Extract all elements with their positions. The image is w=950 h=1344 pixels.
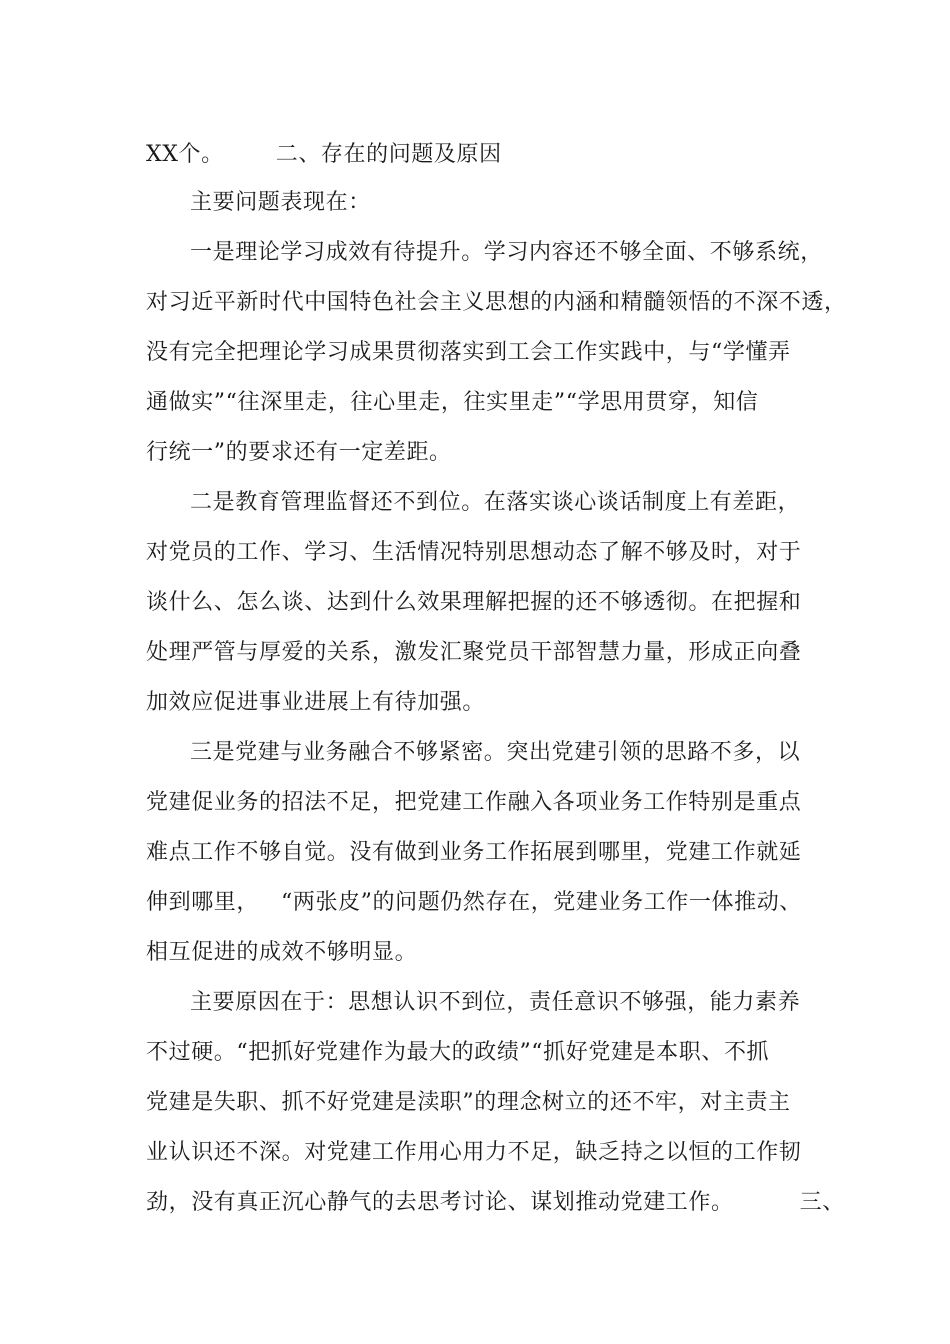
text-fragment: “两张皮”的问题仍然存在，党建业务工作一体推动、 (281, 890, 802, 915)
section-heading: 三、 (799, 1190, 845, 1215)
paragraph-line: 一是理论学习成效有待提升。学习内容还不够全面、不够系统， (190, 240, 823, 265)
paragraph-line: 通做实”“往深里走，往心里走，往实里走”“学思用贯穿，知信 (146, 390, 759, 415)
paragraph-line: 没有完全把理论学习成果贯彻落实到工会工作实践中，与“学懂弄 (146, 340, 791, 365)
paragraph-line: 行统一”的要求还有一定差距。 (146, 440, 452, 465)
paragraph-line (146, 1188, 845, 1218)
text-fragment: 劲，没有真正沉心静气的去思考讨论、谋划推动党建工作。 (146, 1190, 734, 1215)
paragraph-line: 处理严管与厚爱的关系，激发汇聚党员干部智慧力量，形成正向叠 (146, 640, 802, 665)
paragraph-line: 二是教育管理监督还不到位。在落实谈心谈话制度上有差距， (190, 490, 801, 515)
paragraph-line: 难点工作不够自觉。没有做到业务工作拓展到哪里，党建工作就延 (146, 840, 802, 865)
paragraph-line: 谈什么、怎么谈、达到什么效果理解把握的还不够透彻。在把握和 (146, 590, 802, 615)
paragraph-line: 三是党建与业务融合不够紧密。突出党建引领的思路不多，以 (190, 740, 801, 765)
paragraph-line: 对党员的工作、学习、生活情况特别思想动态了解不够及时，对于 (146, 540, 802, 565)
paragraph-line: 加效应促进事业进展上有待加强。 (146, 690, 486, 715)
paragraph-line: 相互促进的成效不够明显。 (146, 940, 418, 965)
paragraph-line (146, 888, 802, 918)
paragraph-line (146, 140, 502, 170)
text-fragment: XX个。 (146, 142, 224, 167)
paragraph-line: 不过硬。“把抓好党建作为最大的政绩”“抓好党建是本职、不抓 (146, 1040, 770, 1065)
text-fragment: 伸到哪里， (146, 890, 260, 915)
paragraph-line: 业认识还不深。对党建工作用心用力不足，缺乏持之以恒的工作韧 (146, 1140, 802, 1165)
paragraph-line: 对习近平新时代中国特色社会主义思想的内涵和精髓领悟的不深不透， (146, 290, 847, 315)
paragraph-line: 党建是失职、抓不好党建是渎职”的理念树立的还不牢，对主责主 (146, 1090, 791, 1115)
section-heading: 二、存在的问题及原因 (275, 142, 502, 167)
paragraph-line: 主要原因在于：思想认识不到位，责任意识不够强，能力素养 (190, 990, 801, 1015)
paragraph-line: 主要问题表现在： (190, 190, 371, 215)
paragraph-line: 党建促业务的招法不足，把党建工作融入各项业务工作特别是重点 (146, 790, 802, 815)
